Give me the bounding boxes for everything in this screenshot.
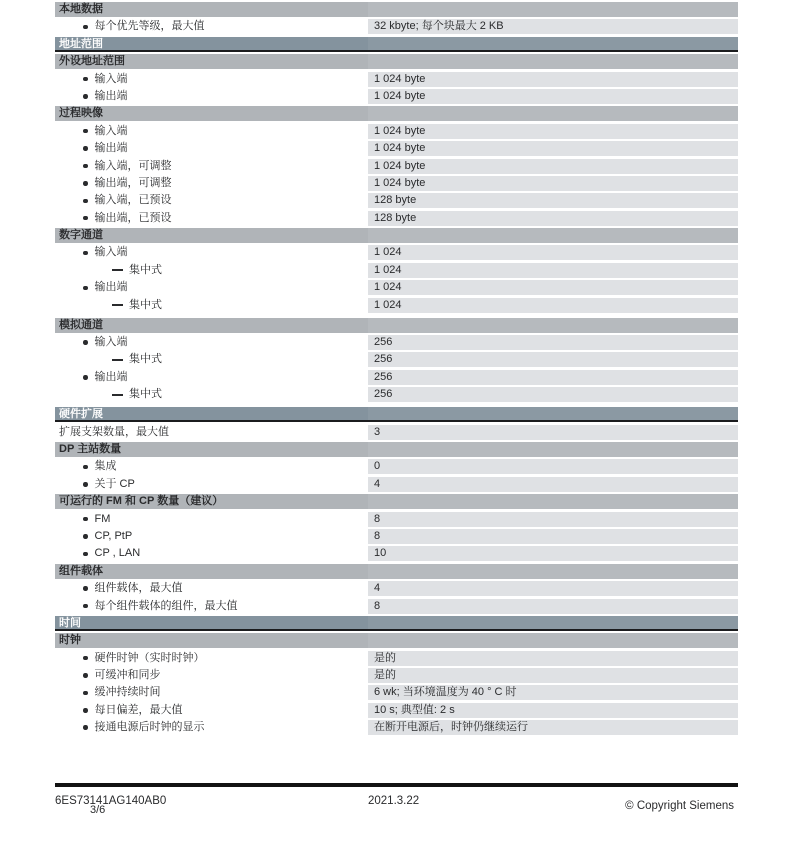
bullet-icon (83, 216, 88, 221)
spec-label (55, 512, 368, 527)
bullet-icon (83, 673, 88, 678)
spec-label-text: 集中式 (129, 298, 162, 311)
subsection-header: 模拟通道 (55, 318, 738, 333)
page-number: 3/6 (90, 804, 106, 816)
spec-row (55, 263, 738, 278)
spec-row (55, 280, 738, 295)
footer-rule (55, 783, 738, 787)
dash-icon (112, 304, 123, 306)
spec-label-text: 每日偏差，最大值 (94, 703, 183, 716)
bullet-icon (83, 77, 88, 82)
spec-label (55, 477, 368, 492)
spec-value: 256 (368, 370, 738, 385)
subsection-header: 组件载体 (55, 564, 738, 579)
spec-table (55, 2, 738, 738)
bullet-icon (83, 465, 88, 470)
spec-row (55, 176, 738, 191)
spec-row (55, 425, 738, 440)
spec-row (55, 211, 738, 226)
spec-row (55, 19, 738, 34)
bullet-icon (83, 534, 88, 539)
subsection-header: 数字通道 (55, 228, 738, 243)
spec-label (55, 546, 368, 561)
spec-value: 128 byte (368, 193, 738, 208)
part-number: 6ES73141AG140AB0 (55, 795, 167, 807)
footer-date: 2021.3.22 (368, 795, 420, 807)
bullet-icon (83, 286, 88, 291)
spec-label-text: 输入端，可调整 (94, 159, 172, 172)
spec-value: 3 (368, 425, 738, 440)
spec-value: 10 s; 典型值: 2 s (368, 703, 738, 718)
spec-label-text: 集成 (94, 460, 117, 473)
subsection-header: 本地数据 (55, 2, 738, 17)
spec-row (55, 477, 738, 492)
spec-label (55, 370, 368, 385)
spec-label (55, 685, 368, 700)
section-header: 地址范围 (55, 37, 738, 52)
spec-label-text: CP, PtP (94, 529, 133, 542)
spec-label-text: 硬件时钟（实时时钟） (94, 651, 205, 664)
spec-label (55, 176, 368, 191)
spec-label (55, 651, 368, 666)
bullet-icon (83, 691, 88, 696)
spec-value: 4 (368, 581, 738, 596)
spec-label-text: 每个组件载体的组件，最大值 (94, 599, 238, 612)
subsection-header: 外设地址范围 (55, 54, 738, 69)
spec-row (55, 529, 738, 544)
bullet-icon (83, 604, 88, 609)
spec-label (55, 581, 368, 596)
spec-row (55, 599, 738, 614)
spec-label-text: 输出端 (94, 89, 128, 102)
bullet-icon (83, 340, 88, 345)
bullet-icon (83, 482, 88, 487)
spec-row (55, 651, 738, 666)
spec-value: 在断开电源后，时钟仍继续运行 (368, 720, 738, 735)
spec-row (55, 159, 738, 174)
spec-row (55, 124, 738, 139)
spec-label (55, 263, 368, 278)
spec-row (55, 72, 738, 87)
spec-label (55, 141, 368, 156)
spec-row (55, 581, 738, 596)
spec-label (55, 668, 368, 683)
subsection-header: 过程映像 (55, 106, 738, 121)
spec-label-text: 输入端 (94, 124, 128, 137)
spec-row (55, 668, 738, 683)
bullet-icon (83, 586, 88, 591)
spec-label (55, 703, 368, 718)
spec-row (55, 335, 738, 350)
spec-value: 10 (368, 546, 738, 561)
spec-label-text: FM (94, 512, 111, 525)
spec-row (55, 89, 738, 104)
spec-row (55, 141, 738, 156)
spec-value: 是的 (368, 651, 738, 666)
spec-label (55, 159, 368, 174)
spec-row (55, 352, 738, 367)
spec-label (55, 72, 368, 87)
spec-value: 128 byte (368, 211, 738, 226)
spec-row (55, 512, 738, 527)
bullet-icon (83, 164, 88, 169)
spec-label-text: 组件载体，最大值 (94, 582, 183, 595)
spec-label (55, 89, 368, 104)
spec-label-text: 输入端，已预设 (94, 194, 172, 207)
spec-value: 是的 (368, 668, 738, 683)
spec-row (55, 546, 738, 561)
subsection-header: 可运行的 FM 和 CP 数量（建议） (55, 494, 738, 509)
spec-label (55, 352, 368, 367)
spec-label-text: 接通电源后时钟的显示 (94, 721, 205, 734)
bullet-icon (83, 725, 88, 730)
dash-icon (112, 359, 123, 361)
spec-label-text: 输入端 (94, 72, 128, 85)
spec-label-text: 输出端 (94, 142, 128, 155)
bullet-icon (83, 708, 88, 713)
spec-value: 1 024 (368, 298, 738, 313)
spec-label-text: 输入端 (94, 336, 128, 349)
bullet-icon (83, 552, 88, 557)
spec-label-text: 集中式 (129, 388, 162, 401)
spec-value: 32 kbyte; 每个块最大 2 KB (368, 19, 738, 34)
bullet-icon (83, 25, 88, 30)
spec-label (55, 211, 368, 226)
section-header: 时间 (55, 616, 738, 631)
spec-label (55, 459, 368, 474)
spec-row (55, 720, 738, 735)
spec-label (55, 245, 368, 260)
spec-row (55, 387, 738, 402)
spec-label-text: 集中式 (129, 263, 162, 276)
spec-row (55, 298, 738, 313)
spec-value: 1 024 byte (368, 72, 738, 87)
copyright: © Copyright Siemens (625, 800, 734, 812)
spec-label-text: 扩展支架数量，最大值 (59, 425, 169, 438)
spec-label (55, 425, 368, 440)
bullet-icon (83, 656, 88, 661)
spec-label (55, 387, 368, 402)
spec-value: 256 (368, 387, 738, 402)
dash-icon (112, 269, 123, 271)
spec-value: 1 024 byte (368, 141, 738, 156)
spec-label (55, 124, 368, 139)
spec-value: 1 024 byte (368, 159, 738, 174)
bullet-icon (83, 129, 88, 134)
spec-value: 8 (368, 529, 738, 544)
subsection-header: 时钟 (55, 633, 738, 648)
spec-label-text: 输入端 (94, 246, 128, 259)
spec-label-text: 每个优先等级，最大值 (94, 20, 205, 33)
section-header: 硬件扩展 (55, 407, 738, 422)
spec-value: 8 (368, 599, 738, 614)
bullet-icon (83, 375, 88, 380)
bullet-icon (83, 199, 88, 204)
spec-value: 1 024 (368, 280, 738, 295)
spec-label (55, 529, 368, 544)
spec-value: 1 024 (368, 263, 738, 278)
spec-label-text: 关于 CP (94, 477, 135, 490)
spec-row (55, 245, 738, 260)
spec-label-text: 集中式 (129, 353, 162, 366)
spec-row (55, 193, 738, 208)
spec-row (55, 370, 738, 385)
subsection-header: DP 主站数量 (55, 442, 738, 457)
spec-label-text: 缓冲持续时间 (94, 686, 161, 699)
bullet-icon (83, 517, 88, 522)
bullet-icon (83, 146, 88, 151)
spec-label-text: 输出端 (94, 370, 128, 383)
bullet-icon (83, 181, 88, 186)
spec-label (55, 19, 368, 34)
spec-label-text: 输出端 (94, 281, 128, 294)
spec-label-text: 输出端，已预设 (94, 211, 172, 224)
spec-value: 1 024 byte (368, 176, 738, 191)
spec-label-text: CP , LAN (94, 547, 141, 560)
spec-value: 1 024 byte (368, 89, 738, 104)
spec-label (55, 193, 368, 208)
spec-label (55, 335, 368, 350)
spec-value: 1 024 byte (368, 124, 738, 139)
spec-value: 6 wk; 当环境温度为 40 ° C 时 (368, 685, 738, 700)
spec-row (55, 459, 738, 474)
spec-label-text: 可缓冲和同步 (94, 669, 161, 682)
spec-value: 256 (368, 335, 738, 350)
spec-value: 4 (368, 477, 738, 492)
dash-icon (112, 394, 123, 396)
bullet-icon (83, 94, 88, 99)
spec-row (55, 685, 738, 700)
spec-label (55, 298, 368, 313)
bullet-icon (83, 251, 88, 256)
spec-label (55, 720, 368, 735)
spec-value: 0 (368, 459, 738, 474)
spec-value: 256 (368, 352, 738, 367)
spec-value: 1 024 (368, 245, 738, 260)
spec-label (55, 280, 368, 295)
spec-label (55, 599, 368, 614)
spec-value: 8 (368, 512, 738, 527)
spec-label-text: 输出端，可调整 (94, 176, 172, 189)
spec-row (55, 703, 738, 718)
